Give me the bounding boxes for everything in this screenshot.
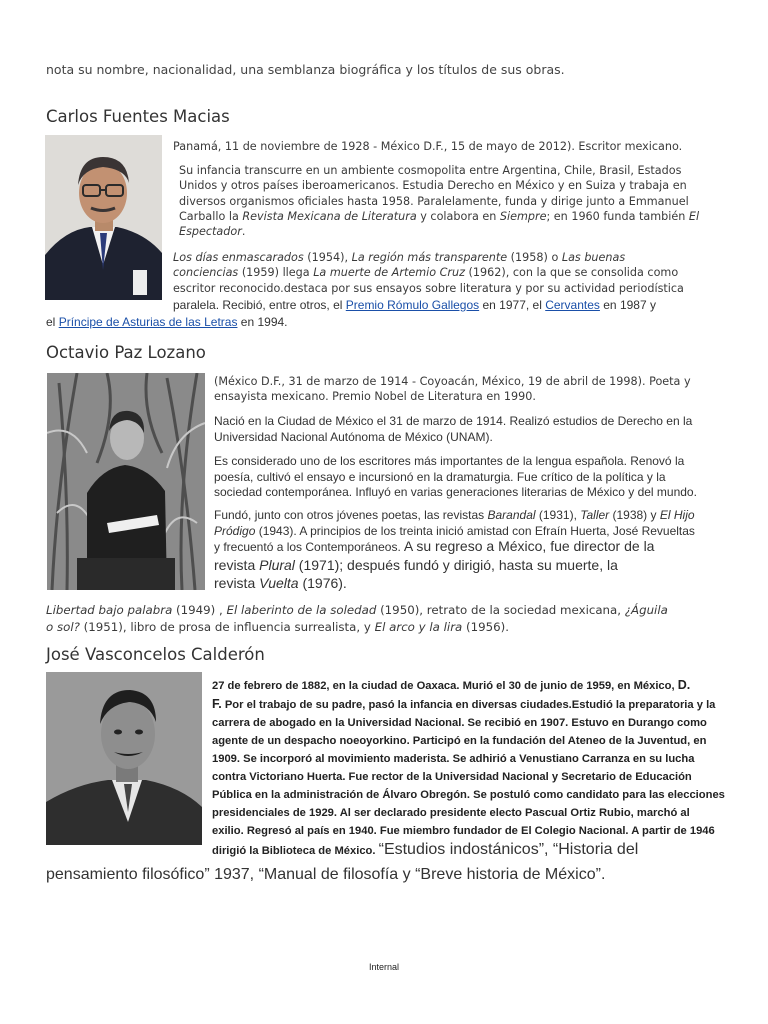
paz-works: Libertad bajo palabra (1949) , El laberinto de la soledad (1950), retrato de la sociedad mexicana, ¿Águila o sol? (1951), libro de prosa de influencia surrealista, y El arco y la lira (1956).	[46, 603, 668, 634]
vasconcelos-bio: 27 de febrero de 1882, en la ciudad de Oaxaca. Murió el 30 de junio de 1959, en México, D. F. Por el trabajo de su padre, pasó la infancia en diversas ciudades.Estudió la preparatoria y la carrera de abogado en la Universidad Nacional. Se recibió en 1907. Estuvo en Durango como agente de un despacho noeoyorkino. Participó en la fundación del Ateneo de la Juventud, en 1909. Se incorporó al movimiento maderista. Se adhirió a Venustiano Carranza en su lucha contra Victoriano Huerta. Fue rector de la Universidad Nacional y Secretario de Educación Pública en la administración de Álvaro Obregón. Se postuló como candidato para las elecciones presidenciales de 1929. Al ser declarado presidente electo Pascual Ortiz Rubio, marchó al exilio. Regresó al país en 1940. Fue miembro fundador de El Colegio Nacional. A partir de 1946	[212, 678, 725, 837]
paz-paragraph-2: Es considerado uno de los escritores más importantes de la lengua española. Renovó la poesía, cultivó el ensayo e incursionó en la dramaturgia. Fue crítico de la política y la sociedad contemporánea. Influyó en varias generaciones literarias de México y del mundo.	[214, 454, 697, 499]
paz-paragraph-1: Nació en la Ciudad de México el 31 de marzo de 1914. Realizó estudios de Derecho en la Universidad Nacional Autónoma de México (UNAM).	[214, 414, 693, 444]
heading-paz: Octavio Paz Lozano	[46, 343, 206, 362]
fuentes-dates: Panamá, 11 de noviembre de 1928 - México D.F., 15 de mayo de 2012). Escritor mexicano.	[173, 140, 683, 153]
link-cervantes[interactable]: Cervantes	[545, 298, 600, 312]
vasconcelos-works-line-1: dirigió la Biblioteca de México. “Estudios indostánicos”, “Historia del	[212, 841, 639, 858]
fuentes-works: Los días enmascarados (1954), La región más transparente (1958) o Las buenas conciencias (1959) llega La muerte de Artemio Cruz (1962), con la que se consolida como escritor reconocido.destaca por sus ensayos sobre literatura y por su actividad periodística	[173, 251, 684, 295]
paz-dates: (México D.F., 31 de marzo de 1914 - Coyoacán, México, 19 de abril de 1998). Poeta y ensayista mexicano. Premio Nobel de Literatura en 1990.	[214, 375, 691, 404]
heading-vasconcelos: José Vasconcelos Calderón	[46, 645, 265, 664]
link-premio-romulo-gallegos[interactable]: Premio Rómulo Gallegos	[345, 298, 480, 312]
fuentes-awards-line: paralela. Recibió, entre otros, el Premio Rómulo Gallegos en 1977, el Cervantes en 1987 y	[173, 298, 656, 312]
photo-paz	[47, 373, 205, 590]
link-principe-asturias[interactable]: Príncipe de Asturias de las Letras	[58, 315, 238, 329]
vasconcelos-works-line-2: pensamiento filosófico” 1937, “Manual de filosofía y “Breve historia de México”.	[46, 866, 606, 883]
fuentes-bio: Su infancia transcurre en un ambiente cosmopolita entre Argentina, Chile, Brasil, Estados Unidos y otros países iberoamericanos. Estudia Derecho en México y en Suiza y trabaja en diversos organismos oficiales hasta 1958. Paralelamente, funda y dirige junto a Emmanuel Carballo la Revista Mexicana de Literatura y colabora en Siempre; en 1960 funda también El Espectador.	[179, 164, 700, 239]
footer-classification: Internal	[368, 962, 400, 972]
photo-vasconcelos	[46, 672, 202, 845]
heading-fuentes: Carlos Fuentes Macias	[46, 107, 230, 126]
photo-fuentes	[45, 135, 162, 300]
paz-paragraph-3: Fundó, junto con otros jóvenes poetas, las revistas Barandal (1931), Taller (1938) y El Hijo Pródigo (1943). A principios de los treinta inició amistad con Efraín Huerta, José Revueltas y frecuentó a los Contemporáneos. A su regreso a México, fue director de la revista Plural (1971); después fundó y dirigió, hasta su muerte, la revista Vuelta (1976).	[214, 508, 695, 591]
intro-text: nota su nombre, nacionalidad, una semblanza biográfica y los títulos de sus obras.	[46, 62, 565, 77]
fuentes-awards-line-2: el Príncipe de Asturias de las Letras en 1994.	[46, 315, 288, 329]
